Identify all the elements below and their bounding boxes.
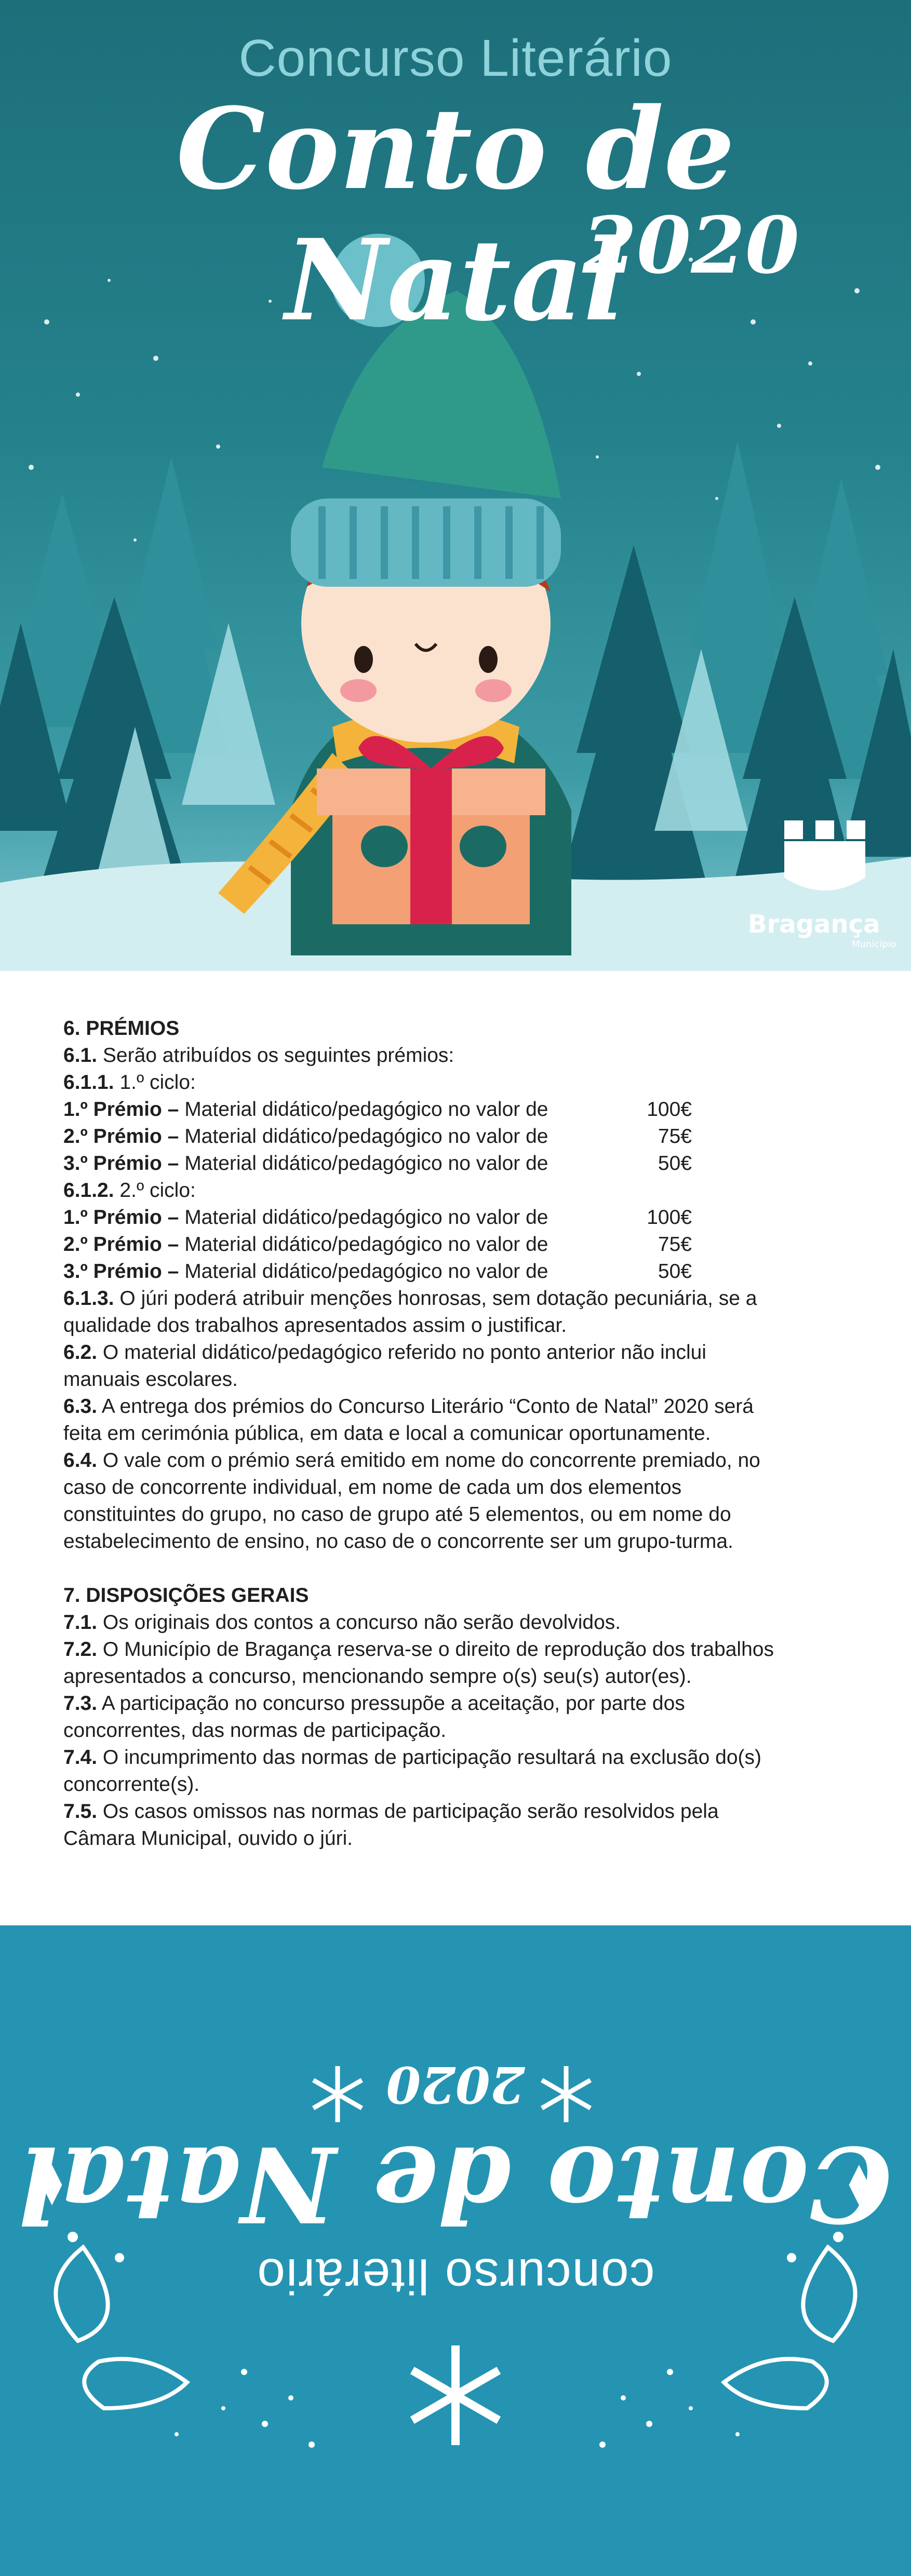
logo-name: Bragança <box>748 910 880 939</box>
clause-6-1-3: 6.1.3. O júri poderá atribuir menções honrosas, sem dotação pecuniária, se a <box>63 1287 757 1310</box>
braganca-tower-icon <box>784 820 865 891</box>
footer-banner <box>0 1925 911 2576</box>
snowflake-icon <box>412 2345 499 2445</box>
clause-6-1: 6.1. Serão atribuídos os seguintes prémios: <box>63 1044 454 1067</box>
clause-6-1-2: 6.1.2. 2.º ciclo: <box>63 1179 196 1202</box>
clause-6-3-cont: feita em cerimónia pública, em data e local a comunicar oportunamente. <box>63 1422 711 1445</box>
clause-6-4-cont: estabelecimento de ensino, no caso de o concorrente ser um grupo-turma. <box>63 1530 733 1553</box>
clause-7-3: 7.3. A participação no concurso pressupõe a aceitação, por parte dos <box>63 1692 685 1715</box>
section-title-disposicoes: 7. DISPOSIÇÕES GERAIS <box>63 1584 309 1607</box>
prize-row: 3.º Prémio – Material didático/pedagógico no valor de 50€ <box>63 1258 853 1285</box>
regulations-text <box>63 1015 853 1852</box>
prize-amount: 100€ <box>647 1098 692 1121</box>
contest-year: 2020 <box>582 200 799 291</box>
clause-7-4: 7.4. O incumprimento das normas de participação resultará na exclusão do(s) <box>63 1746 762 1769</box>
clause-6-3: 6.3. A entrega dos prémios do Concurso Literário “Conto de Natal” 2020 será <box>63 1395 754 1418</box>
clause-7-2-cont: apresentados a concurso, mencionando sempre o(s) seu(s) autor(es). <box>63 1665 692 1688</box>
prize-amount: 75€ <box>658 1125 692 1148</box>
header-banner <box>0 0 911 971</box>
contest-subtitle: Concurso Literário <box>238 29 673 87</box>
clause-6-1-1: 6.1.1. 1.º ciclo: <box>63 1071 196 1094</box>
footer-title: Conto de Natal <box>19 2123 892 2245</box>
clause-7-5-cont: Câmara Municipal, ouvido o júri. <box>63 1827 353 1850</box>
clause-7-5: 7.5. Os casos omissos nas normas de participação serão resolvidos pela <box>63 1800 719 1823</box>
clause-7-1: 7.1. Os originais dos contos a concurso não serão devolvidos. <box>63 1611 621 1634</box>
clause-6-2: 6.2. O material didático/pedagógico referido no ponto anterior não inclui <box>63 1341 706 1364</box>
prize-row: 2.º Prémio – Material didático/pedagógico no valor de 75€ <box>63 1123 853 1150</box>
clause-6-4-cont: caso de concorrente individual, em nome de cada um dos elementos <box>63 1476 682 1499</box>
contest-title: Conto de Natal <box>176 83 735 346</box>
prize-row: 2.º Prémio – Material didático/pedagógico no valor de 75€ <box>63 1231 853 1258</box>
clause-7-2: 7.2. O Município de Bragança reserva-se o direito de reprodução dos trabalhos <box>63 1638 774 1661</box>
clause-7-4-cont: concorrente(s). <box>63 1773 200 1796</box>
prize-row: 1.º Prémio – Material didático/pedagógico no valor de 100€ <box>63 1096 853 1123</box>
prize-amount: 50€ <box>658 1260 692 1283</box>
prize-amount: 100€ <box>647 1206 692 1229</box>
logo-subtitle: Município <box>852 939 896 950</box>
footer-year: 2020 <box>386 2055 525 2114</box>
clause-6-4: 6.4. O vale com o prémio será emitido em nome do concorrente premiado, no <box>63 1449 760 1472</box>
footer-subtitle: concurso literário <box>256 2248 655 2304</box>
clause-6-1-3-cont: qualidade dos trabalhos apresentados assim o justificar. <box>63 1314 567 1337</box>
prize-row: 3.º Prémio – Material didático/pedagógico no valor de 50€ <box>63 1150 853 1177</box>
prize-row: 1.º Prémio – Material didático/pedagógico no valor de 100€ <box>63 1204 853 1231</box>
clause-6-2-cont: manuais escolares. <box>63 1368 238 1391</box>
clause-6-4-cont: constituintes do grupo, no caso de grupo até 5 elementos, ou em nome do <box>63 1503 731 1526</box>
clause-7-3-cont: concorrentes, das normas de participação. <box>63 1719 447 1742</box>
prize-amount: 75€ <box>658 1233 692 1256</box>
section-title-premios: 6. PRÉMIOS <box>63 1017 180 1040</box>
section-gap <box>63 1555 853 1582</box>
prize-amount: 50€ <box>658 1152 692 1175</box>
